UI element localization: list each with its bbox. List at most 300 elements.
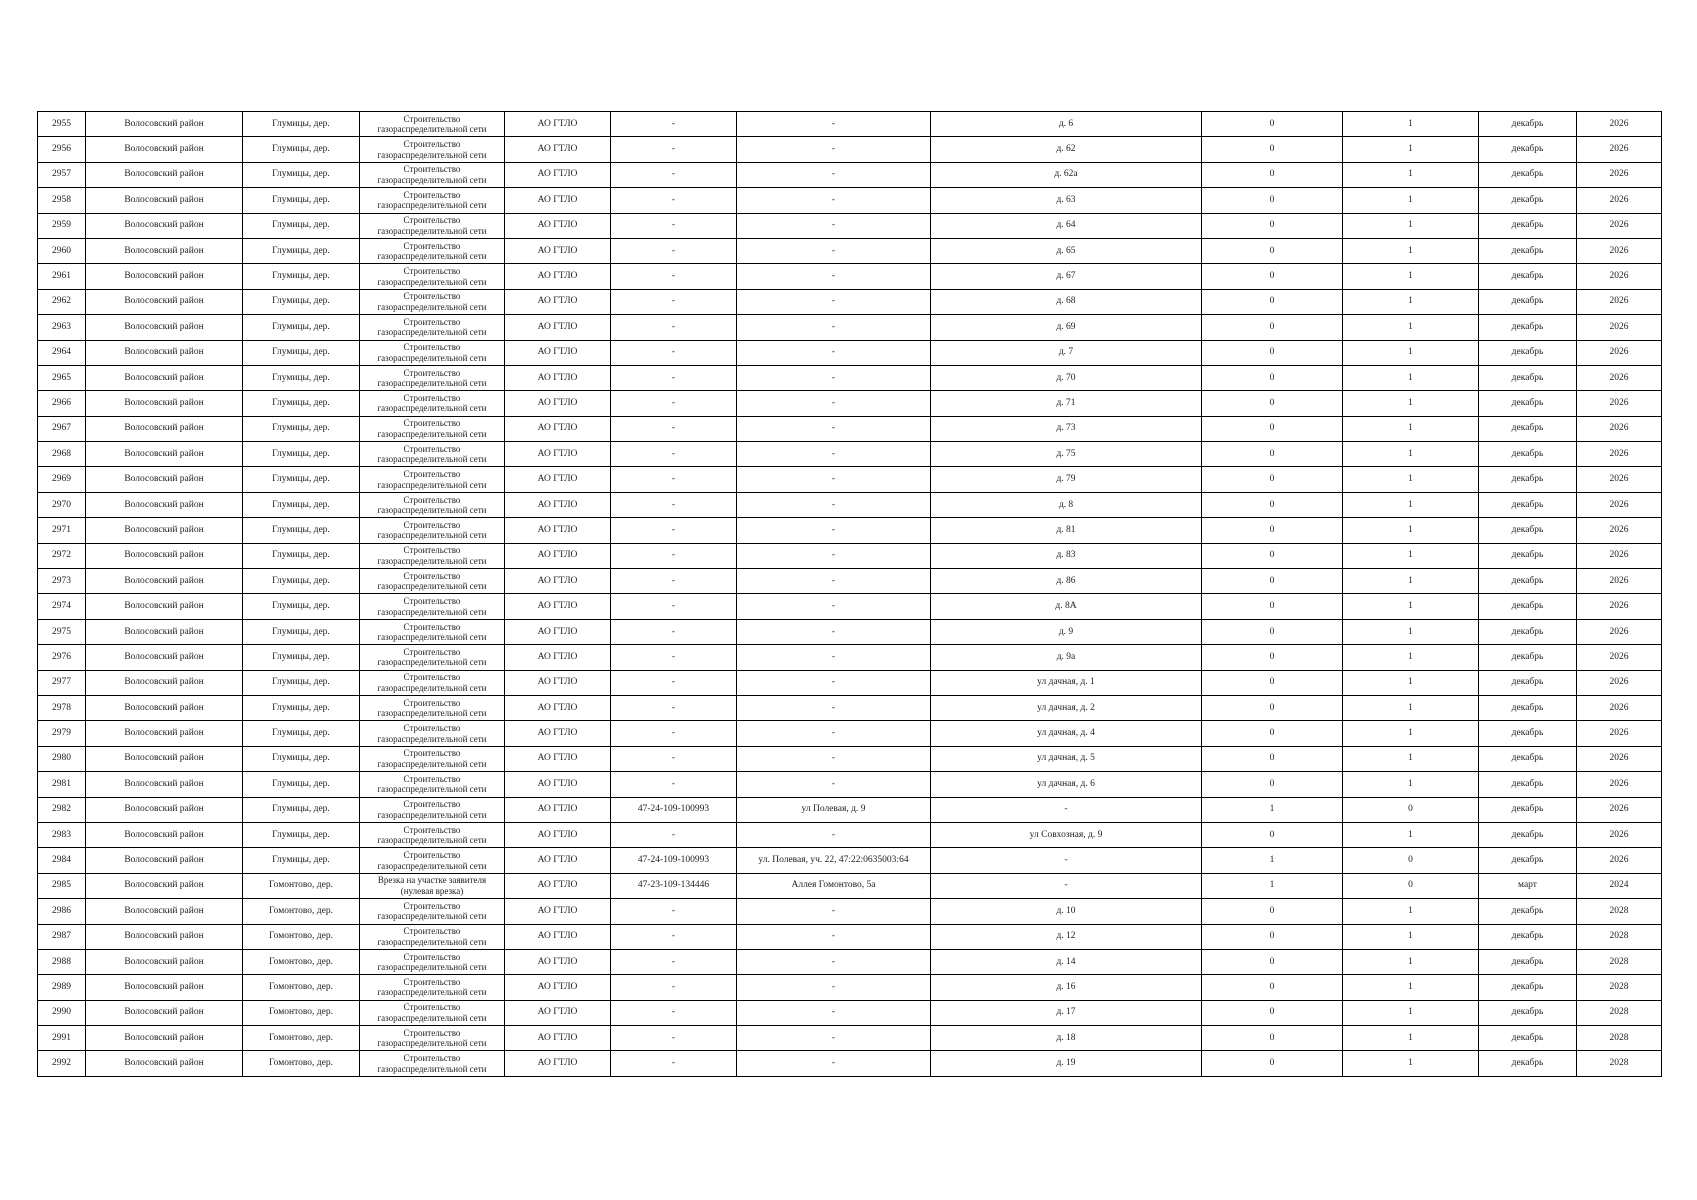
work-type-line: газораспределительной сети xyxy=(377,936,487,947)
row-number-cell: 2989 xyxy=(38,975,86,1000)
row-number-cell: 2964 xyxy=(38,340,86,365)
work-type-line: Строительство xyxy=(403,367,461,378)
work-type-line: Строительство xyxy=(403,976,461,987)
work-type-line: газораспределительной сети xyxy=(377,174,487,185)
house-address-cell: ул дачная, д. 6 xyxy=(931,772,1202,797)
district-cell: Волосовский район xyxy=(86,645,243,670)
applicant-address-cell: - xyxy=(737,695,931,720)
application-number-cell: - xyxy=(611,619,737,644)
quantity-a-cell: 0 xyxy=(1202,772,1343,797)
application-number-cell: - xyxy=(611,645,737,670)
work-type-line: Строительство xyxy=(403,392,461,403)
month-cell: декабрь xyxy=(1479,213,1577,238)
quantity-b-cell: 1 xyxy=(1343,772,1479,797)
month-cell: декабрь xyxy=(1479,569,1577,594)
quantity-b-cell: 1 xyxy=(1343,746,1479,771)
district-cell: Волосовский район xyxy=(86,416,243,441)
house-address-cell: - xyxy=(931,848,1202,873)
house-address-cell: д. 75 xyxy=(931,442,1202,467)
year-cell: 2026 xyxy=(1577,797,1662,822)
locality-cell: Гомонтово, дер. xyxy=(243,899,360,924)
quantity-b-cell: 1 xyxy=(1343,518,1479,543)
month-cell: декабрь xyxy=(1479,746,1577,771)
application-number-cell: - xyxy=(611,492,737,517)
table-row xyxy=(38,543,1662,568)
quantity-a-cell: 0 xyxy=(1202,746,1343,771)
application-number-cell: 47-24-109-100993 xyxy=(611,797,737,822)
table-row xyxy=(38,797,1662,822)
row-number-cell: 2978 xyxy=(38,695,86,720)
applicant-address-cell: - xyxy=(737,137,931,162)
house-address-cell: д. 9 xyxy=(931,619,1202,644)
quantity-a-cell: 0 xyxy=(1202,213,1343,238)
applicant-address-cell: - xyxy=(737,162,931,187)
applicant-address-cell: - xyxy=(737,822,931,847)
application-number-cell: - xyxy=(611,569,737,594)
work-type-line: газораспределительной сети xyxy=(377,225,487,236)
locality-cell: Глумицы, дер. xyxy=(243,264,360,289)
row-number-cell: 2988 xyxy=(38,949,86,974)
work-type-line: Строительство xyxy=(403,824,461,835)
applicant-address-cell: - xyxy=(737,899,931,924)
quantity-b-cell: 1 xyxy=(1343,289,1479,314)
house-address-cell: д. 8А xyxy=(931,594,1202,619)
organization-cell: АО ГТЛО xyxy=(505,1000,611,1025)
work-type-line: Строительство xyxy=(403,799,461,810)
locality-cell: Гомонтово, дер. xyxy=(243,1000,360,1025)
district-cell: Волосовский район xyxy=(86,975,243,1000)
quantity-a-cell: 0 xyxy=(1202,492,1343,517)
application-number-cell: - xyxy=(611,949,737,974)
quantity-b-cell: 1 xyxy=(1343,365,1479,390)
month-cell: декабрь xyxy=(1479,822,1577,847)
locality-cell: Глумицы, дер. xyxy=(243,797,360,822)
year-cell: 2026 xyxy=(1577,416,1662,441)
work-type-line: Строительство xyxy=(403,215,461,226)
district-cell: Волосовский район xyxy=(86,797,243,822)
work-type-cell xyxy=(360,848,505,873)
locality-cell: Глумицы, дер. xyxy=(243,594,360,619)
applicant-address-cell: - xyxy=(737,721,931,746)
work-type-line: Строительство xyxy=(403,164,461,175)
work-type-cell xyxy=(360,112,505,137)
year-cell: 2026 xyxy=(1577,746,1662,771)
table-row xyxy=(38,112,1662,137)
work-type-cell xyxy=(360,772,505,797)
table-row xyxy=(38,949,1662,974)
work-type-line: Строительство xyxy=(403,316,461,327)
row-number-cell: 2958 xyxy=(38,188,86,213)
applicant-address-cell: - xyxy=(737,365,931,390)
house-address-cell: ул дачная, д. 2 xyxy=(931,695,1202,720)
work-type-cell xyxy=(360,949,505,974)
applicant-address-cell: - xyxy=(737,518,931,543)
applicant-address-cell: - xyxy=(737,772,931,797)
work-type-cell xyxy=(360,492,505,517)
house-address-cell: д. 8 xyxy=(931,492,1202,517)
locality-cell: Глумицы, дер. xyxy=(243,645,360,670)
district-cell: Волосовский район xyxy=(86,137,243,162)
application-number-cell: - xyxy=(611,289,737,314)
month-cell: декабрь xyxy=(1479,670,1577,695)
district-cell: Волосовский район xyxy=(86,391,243,416)
organization-cell: АО ГТЛО xyxy=(505,873,611,898)
quantity-a-cell: 0 xyxy=(1202,315,1343,340)
table-row xyxy=(38,213,1662,238)
application-number-cell: - xyxy=(611,213,737,238)
applicant-address-cell: - xyxy=(737,975,931,1000)
year-cell: 2026 xyxy=(1577,391,1662,416)
district-cell: Волосовский район xyxy=(86,873,243,898)
district-cell: Волосовский район xyxy=(86,238,243,263)
quantity-b-cell: 1 xyxy=(1343,721,1479,746)
row-number-cell: 2959 xyxy=(38,213,86,238)
work-type-cell xyxy=(360,289,505,314)
quantity-b-cell: 1 xyxy=(1343,695,1479,720)
district-cell: Волосовский район xyxy=(86,695,243,720)
work-type-line: газораспределительной сети xyxy=(377,860,487,871)
quantity-b-cell: 1 xyxy=(1343,340,1479,365)
application-number-cell: - xyxy=(611,162,737,187)
locality-cell: Глумицы, дер. xyxy=(243,822,360,847)
application-number-cell: - xyxy=(611,391,737,416)
quantity-b-cell: 1 xyxy=(1343,492,1479,517)
work-type-cell xyxy=(360,137,505,162)
application-number-cell: - xyxy=(611,543,737,568)
quantity-b-cell: 1 xyxy=(1343,924,1479,949)
house-address-cell: д. 9а xyxy=(931,645,1202,670)
work-type-line: газораспределительной сети xyxy=(377,1012,487,1023)
year-cell: 2028 xyxy=(1577,924,1662,949)
table-row xyxy=(38,137,1662,162)
year-cell: 2026 xyxy=(1577,569,1662,594)
organization-cell: АО ГТЛО xyxy=(505,238,611,263)
work-type-line: Строительство xyxy=(403,240,461,251)
organization-cell: АО ГТЛО xyxy=(505,137,611,162)
organization-cell: АО ГТЛО xyxy=(505,746,611,771)
organization-cell: АО ГТЛО xyxy=(505,949,611,974)
work-type-line: Врезка на участке заявителя xyxy=(377,875,487,886)
year-cell: 2026 xyxy=(1577,442,1662,467)
row-number-cell: 2971 xyxy=(38,518,86,543)
applicant-address-cell: - xyxy=(737,746,931,771)
applicant-address-cell: - xyxy=(737,1026,931,1051)
work-type-cell xyxy=(360,721,505,746)
applicant-address-cell: - xyxy=(737,1000,931,1025)
month-cell: декабрь xyxy=(1479,467,1577,492)
year-cell: 2028 xyxy=(1577,975,1662,1000)
quantity-a-cell: 0 xyxy=(1202,1000,1343,1025)
table-row xyxy=(38,848,1662,873)
quantity-a-cell: 0 xyxy=(1202,289,1343,314)
table-row xyxy=(38,188,1662,213)
work-type-line: Строительство xyxy=(403,443,461,454)
organization-cell: АО ГТЛО xyxy=(505,492,611,517)
quantity-a-cell: 0 xyxy=(1202,416,1343,441)
work-type-line: Строительство xyxy=(403,748,461,759)
district-cell: Волосовский район xyxy=(86,543,243,568)
year-cell: 2026 xyxy=(1577,543,1662,568)
year-cell: 2026 xyxy=(1577,188,1662,213)
quantity-a-cell: 0 xyxy=(1202,188,1343,213)
year-cell: 2026 xyxy=(1577,721,1662,746)
row-number-cell: 2986 xyxy=(38,899,86,924)
month-cell: декабрь xyxy=(1479,340,1577,365)
table-row xyxy=(38,162,1662,187)
district-cell: Волосовский район xyxy=(86,848,243,873)
quantity-a-cell: 0 xyxy=(1202,391,1343,416)
year-cell: 2028 xyxy=(1577,1051,1662,1076)
work-type-line: Строительство xyxy=(403,113,461,124)
application-number-cell: - xyxy=(611,670,737,695)
row-number-cell: 2977 xyxy=(38,670,86,695)
work-type-cell xyxy=(360,315,505,340)
quantity-a-cell: 0 xyxy=(1202,365,1343,390)
work-type-cell xyxy=(360,797,505,822)
applicant-address-cell: - xyxy=(737,238,931,263)
organization-cell: АО ГТЛО xyxy=(505,340,611,365)
locality-cell: Глумицы, дер. xyxy=(243,112,360,137)
table-row xyxy=(38,670,1662,695)
quantity-b-cell: 1 xyxy=(1343,1051,1479,1076)
row-number-cell: 2982 xyxy=(38,797,86,822)
work-type-line: газораспределительной сети xyxy=(377,632,487,642)
locality-cell: Глумицы, дер. xyxy=(243,315,360,340)
work-type-cell xyxy=(360,213,505,238)
row-number-cell: 2975 xyxy=(38,619,86,644)
year-cell: 2028 xyxy=(1577,1000,1662,1025)
work-type-line: газораспределительной сети xyxy=(377,809,487,820)
work-type-line: газораспределительной сети xyxy=(377,124,487,135)
work-type-line: Строительство xyxy=(403,1053,461,1064)
work-type-line: газораспределительной сети xyxy=(377,479,487,490)
locality-cell: Глумицы, дер. xyxy=(243,467,360,492)
organization-cell: АО ГТЛО xyxy=(505,797,611,822)
month-cell: декабрь xyxy=(1479,518,1577,543)
year-cell: 2026 xyxy=(1577,264,1662,289)
work-type-cell xyxy=(360,670,505,695)
quantity-b-cell: 1 xyxy=(1343,442,1479,467)
table-row xyxy=(38,416,1662,441)
month-cell: декабрь xyxy=(1479,772,1577,797)
organization-cell: АО ГТЛО xyxy=(505,289,611,314)
work-type-line: газораспределительной сети xyxy=(377,1038,487,1049)
work-type-cell xyxy=(360,543,505,568)
application-number-cell: - xyxy=(611,695,737,720)
work-type-line: газораспределительной сети xyxy=(377,530,487,541)
work-type-line: Строительство xyxy=(403,1002,461,1013)
year-cell: 2026 xyxy=(1577,289,1662,314)
row-number-cell: 2962 xyxy=(38,289,86,314)
district-cell: Волосовский район xyxy=(86,746,243,771)
application-number-cell: - xyxy=(611,594,737,619)
quantity-b-cell: 0 xyxy=(1343,797,1479,822)
quantity-b-cell: 1 xyxy=(1343,899,1479,924)
work-type-line: Строительство xyxy=(403,139,461,150)
district-cell: Волосовский район xyxy=(86,1000,243,1025)
month-cell: март xyxy=(1479,873,1577,898)
month-cell: декабрь xyxy=(1479,645,1577,670)
table-row xyxy=(38,746,1662,771)
work-type-cell xyxy=(360,899,505,924)
work-type-line: газораспределительной сети xyxy=(377,784,487,795)
year-cell: 2026 xyxy=(1577,365,1662,390)
house-address-cell: д. 69 xyxy=(931,315,1202,340)
work-type-cell xyxy=(360,1051,505,1076)
work-type-line: Строительство xyxy=(403,850,461,861)
work-type-line: газораспределительной сети xyxy=(377,301,487,312)
year-cell: 2028 xyxy=(1577,899,1662,924)
month-cell: декабрь xyxy=(1479,848,1577,873)
locality-cell: Гомонтово, дер. xyxy=(243,1026,360,1051)
organization-cell: АО ГТЛО xyxy=(505,264,611,289)
work-type-line: Строительство xyxy=(403,494,461,505)
work-type-cell xyxy=(360,467,505,492)
house-address-cell: д. 83 xyxy=(931,543,1202,568)
row-number-cell: 2968 xyxy=(38,442,86,467)
year-cell: 2026 xyxy=(1577,518,1662,543)
application-number-cell: - xyxy=(611,1000,737,1025)
work-type-line: газораспределительной сети xyxy=(377,708,487,719)
month-cell: декабрь xyxy=(1479,162,1577,187)
locality-cell: Глумицы, дер. xyxy=(243,391,360,416)
row-number-cell: 2960 xyxy=(38,238,86,263)
work-type-line: газораспределительной сети xyxy=(377,378,487,389)
house-address-cell: д. 65 xyxy=(931,238,1202,263)
district-cell: Волосовский район xyxy=(86,467,243,492)
application-number-cell: - xyxy=(611,822,737,847)
table-row xyxy=(38,289,1662,314)
applicant-address-cell: - xyxy=(737,670,931,695)
applicant-address-cell: - xyxy=(737,924,931,949)
quantity-a-cell: 0 xyxy=(1202,238,1343,263)
district-cell: Волосовский район xyxy=(86,289,243,314)
applicant-address-cell: - xyxy=(737,315,931,340)
table-row xyxy=(38,1000,1662,1025)
organization-cell: АО ГТЛО xyxy=(505,1051,611,1076)
row-number-cell: 2990 xyxy=(38,1000,86,1025)
work-type-line: газораспределительной сети xyxy=(377,1063,487,1074)
work-type-line: Строительство xyxy=(403,418,461,429)
district-cell: Волосовский район xyxy=(86,822,243,847)
district-cell: Волосовский район xyxy=(86,899,243,924)
locality-cell: Глумицы, дер. xyxy=(243,340,360,365)
table-row xyxy=(38,1051,1662,1076)
quantity-b-cell: 1 xyxy=(1343,594,1479,619)
quantity-a-cell: 0 xyxy=(1202,442,1343,467)
work-type-cell xyxy=(360,442,505,467)
district-cell: Волосовский район xyxy=(86,112,243,137)
table-row xyxy=(38,619,1662,644)
organization-cell: АО ГТЛО xyxy=(505,315,611,340)
work-type-line: Строительство xyxy=(403,266,461,277)
month-cell: декабрь xyxy=(1479,1026,1577,1051)
table-row xyxy=(38,238,1662,263)
work-type-cell xyxy=(360,391,505,416)
applicant-address-cell: - xyxy=(737,594,931,619)
locality-cell: Глумицы, дер. xyxy=(243,238,360,263)
work-type-cell xyxy=(360,645,505,670)
district-cell: Волосовский район xyxy=(86,721,243,746)
work-type-cell xyxy=(360,518,505,543)
work-type-line: газораспределительной сети xyxy=(377,327,487,338)
work-type-line: газораспределительной сети xyxy=(377,758,487,769)
month-cell: декабрь xyxy=(1479,619,1577,644)
application-number-cell: - xyxy=(611,924,737,949)
applicant-address-cell: Аллея Гомонтово, 5а xyxy=(737,873,931,898)
house-address-cell: ул дачная, д. 4 xyxy=(931,721,1202,746)
month-cell: декабрь xyxy=(1479,594,1577,619)
work-type-line: газораспределительной сети xyxy=(377,581,487,592)
district-cell: Волосовский район xyxy=(86,1051,243,1076)
month-cell: декабрь xyxy=(1479,797,1577,822)
month-cell: декабрь xyxy=(1479,924,1577,949)
year-cell: 2026 xyxy=(1577,137,1662,162)
work-type-line: газораспределительной сети xyxy=(377,911,487,922)
work-type-cell xyxy=(360,188,505,213)
work-type-line: Строительство xyxy=(403,697,461,708)
year-cell: 2026 xyxy=(1577,848,1662,873)
quantity-a-cell: 0 xyxy=(1202,264,1343,289)
quantity-a-cell: 0 xyxy=(1202,594,1343,619)
applicant-address-cell: ул Полевая, д. 9 xyxy=(737,797,931,822)
applicant-address-cell: - xyxy=(737,213,931,238)
applicant-address-cell: ул. Полевая, уч. 22, 47:22:0635003:64 xyxy=(737,848,931,873)
work-type-line: Строительство xyxy=(403,723,461,734)
application-number-cell: - xyxy=(611,365,737,390)
organization-cell: АО ГТЛО xyxy=(505,569,611,594)
row-number-cell: 2963 xyxy=(38,315,86,340)
work-type-line: Строительство xyxy=(403,951,461,962)
quantity-a-cell: 0 xyxy=(1202,670,1343,695)
year-cell: 2026 xyxy=(1577,619,1662,644)
quantity-b-cell: 1 xyxy=(1343,112,1479,137)
work-type-cell xyxy=(360,238,505,263)
quantity-a-cell: 0 xyxy=(1202,1026,1343,1051)
row-number-cell: 2972 xyxy=(38,543,86,568)
month-cell: декабрь xyxy=(1479,899,1577,924)
row-number-cell: 2956 xyxy=(38,137,86,162)
quantity-a-cell: 0 xyxy=(1202,112,1343,137)
district-cell: Волосовский район xyxy=(86,518,243,543)
applicant-address-cell: - xyxy=(737,949,931,974)
work-type-line: газораспределительной сети xyxy=(377,276,487,287)
row-number-cell: 2973 xyxy=(38,569,86,594)
month-cell: декабрь xyxy=(1479,188,1577,213)
district-cell: Волосовский район xyxy=(86,340,243,365)
table-row xyxy=(38,645,1662,670)
application-number-cell: - xyxy=(611,772,737,797)
application-number-cell: - xyxy=(611,975,737,1000)
work-type-line: газораспределительной сети xyxy=(377,149,487,160)
house-address-cell: д. 62 xyxy=(931,137,1202,162)
work-type-line: газораспределительной сети xyxy=(377,733,487,744)
work-type-cell xyxy=(360,619,505,644)
locality-cell: Гомонтово, дер. xyxy=(243,873,360,898)
district-cell: Волосовский район xyxy=(86,315,243,340)
organization-cell: АО ГТЛО xyxy=(505,416,611,441)
quantity-b-cell: 1 xyxy=(1343,619,1479,644)
table-row xyxy=(38,822,1662,847)
quantity-b-cell: 1 xyxy=(1343,822,1479,847)
quantity-a-cell: 0 xyxy=(1202,543,1343,568)
year-cell: 2026 xyxy=(1577,213,1662,238)
house-address-cell: - xyxy=(931,797,1202,822)
quantity-a-cell: 0 xyxy=(1202,137,1343,162)
quantity-b-cell: 1 xyxy=(1343,162,1479,187)
work-type-line: газораспределительной сети xyxy=(377,428,487,439)
quantity-a-cell: 1 xyxy=(1202,848,1343,873)
